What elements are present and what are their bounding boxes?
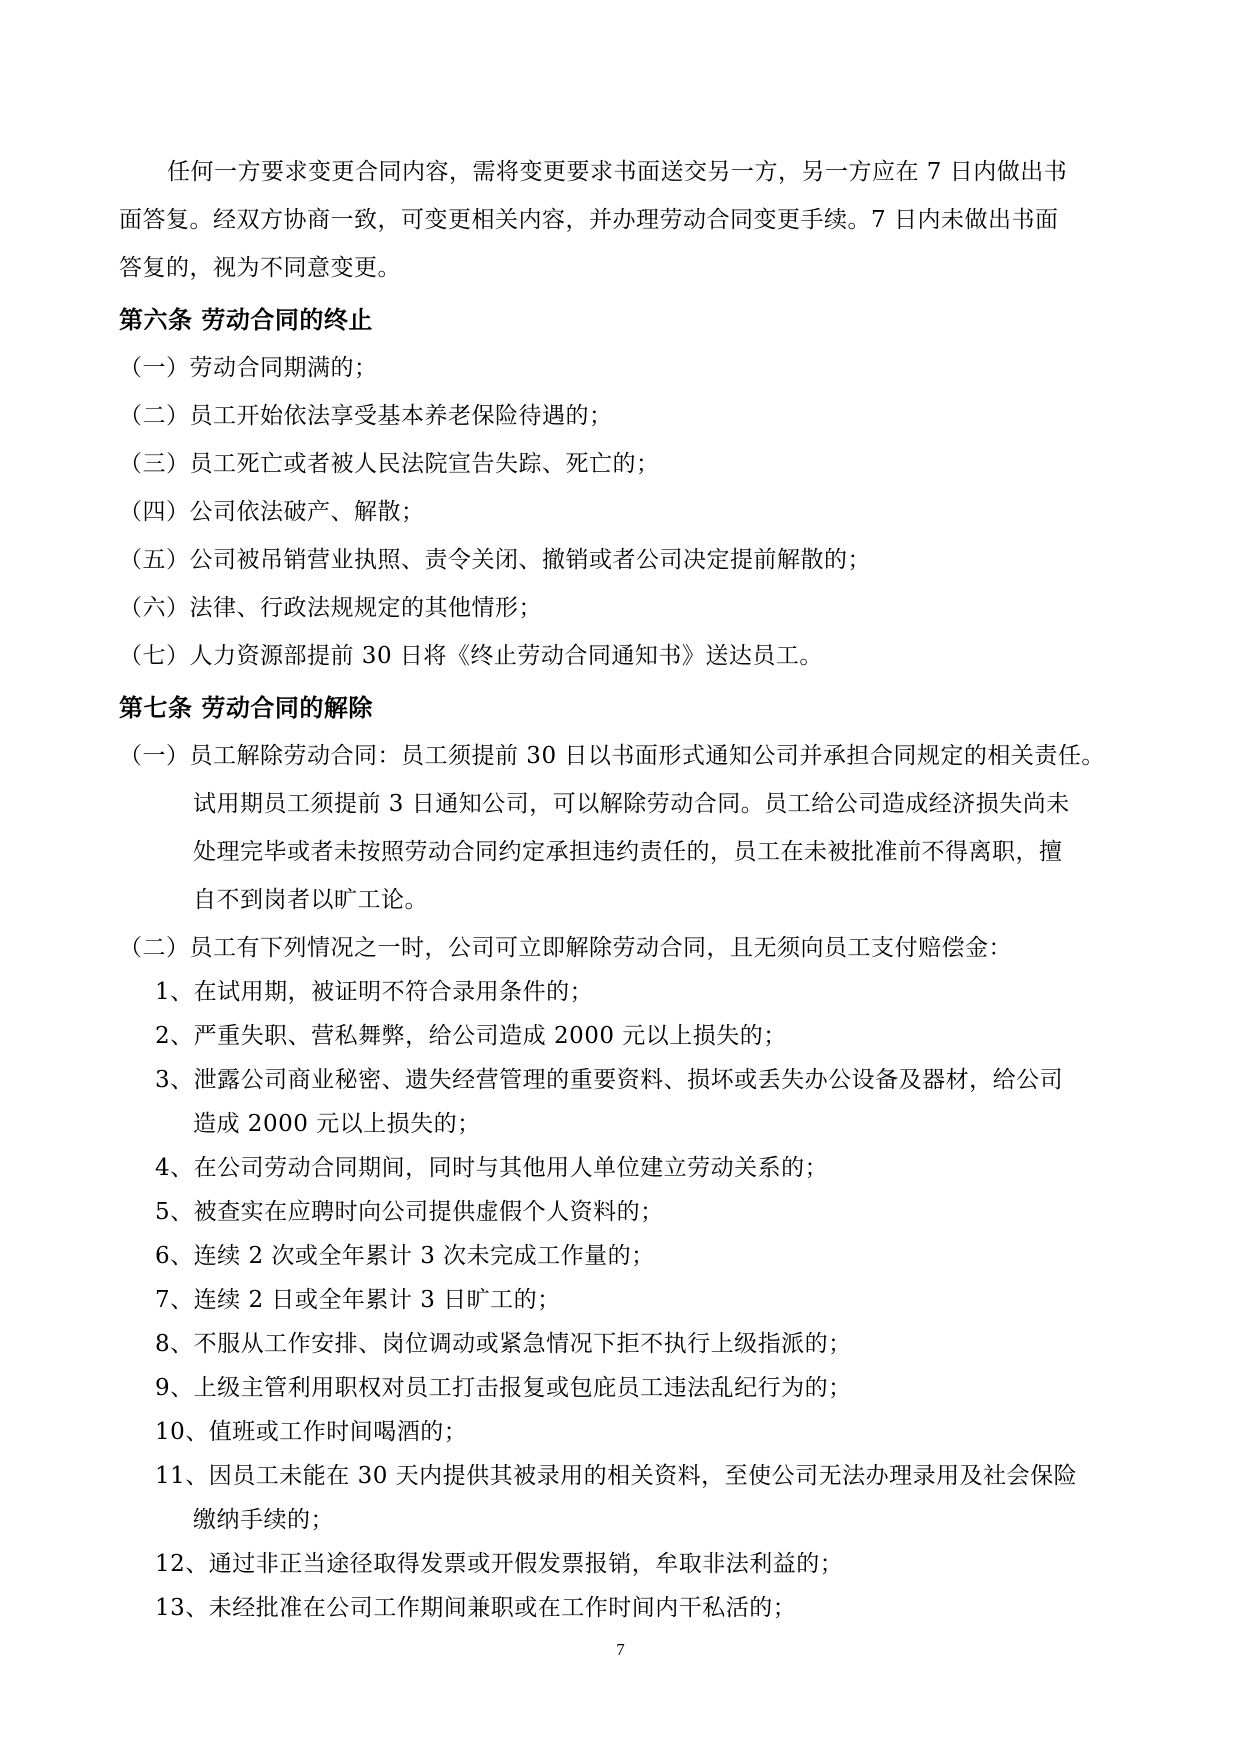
paragraph-line: 面答复。经双方协商一致，可变更相关内容，并办理劳动合同变更手续。7 日内未做出书面 xyxy=(119,207,1059,233)
list-item: （四）公司依法破产、解散； xyxy=(119,499,425,525)
numbered-item-continuation: 缴纳手续的； xyxy=(193,1507,334,1533)
numbered-item: 3、泄露公司商业秘密、遗失经营管理的重要资料、损坏或丢失办公设备及器材，给公司 xyxy=(155,1067,1064,1093)
list-item-continuation: 处理完毕或者未按照劳动合同约定承担违约责任的，员工在未被批准前不得离职，擅 xyxy=(193,839,1063,865)
numbered-item: 7、连续 2 日或全年累计 3 日旷工的； xyxy=(155,1287,561,1313)
list-item: （七）人力资源部提前 30 日将《终止劳动合同通知书》送达员工。 xyxy=(119,643,823,669)
numbered-item: 4、在公司劳动合同期间，同时与其他用人单位建立劳动关系的； xyxy=(155,1155,829,1181)
list-item-continuation: 自不到岗者以旷工论。 xyxy=(193,887,428,913)
list-item: （六）法律、行政法规规定的其他情形； xyxy=(119,595,542,621)
numbered-item: 8、不服从工作安排、岗位调动或紧急情况下拒不执行上级指派的； xyxy=(155,1331,852,1357)
page-number: 7 xyxy=(616,1640,625,1659)
list-item: （一）劳动合同期满的； xyxy=(119,355,378,381)
numbered-item: 10、值班或工作时间喝酒的； xyxy=(155,1419,468,1445)
numbered-item: 13、未经批准在公司工作期间兼职或在工作时间内干私活的； xyxy=(155,1595,797,1621)
article-6-heading: 第六条 劳动合同的终止 xyxy=(119,305,373,334)
list-item: （三）员工死亡或者被人民法院宣告失踪、死亡的； xyxy=(119,451,660,477)
list-item: （五）公司被吊销营业执照、责令关闭、撤销或者公司决定提前解散的； xyxy=(119,547,871,573)
article-7-heading: 第七条 劳动合同的解除 xyxy=(119,693,373,722)
numbered-item: 12、通过非正当途径取得发票或开假发票报销，牟取非法利益的； xyxy=(155,1551,844,1577)
list-item: （一）员工解除劳动合同：员工须提前 30 日以书面形式通知公司并承担合同规定的相关责任。 xyxy=(119,743,1105,769)
list-item-continuation: 试用期员工须提前 3 日通知公司，可以解除劳动合同。员工给公司造成经济损失尚未 xyxy=(193,791,1070,817)
list-item: （二）员工开始依法享受基本养老保险待遇的； xyxy=(119,403,613,429)
numbered-item: 11、因员工未能在 30 天内提供其被录用的相关资料，至使公司无法办理录用及社会保险 xyxy=(155,1463,1078,1489)
numbered-item: 2、严重失职、营私舞弊，给公司造成 2000 元以上损失的； xyxy=(155,1023,787,1049)
list-item: （二）员工有下列情况之一时，公司可立即解除劳动合同，且无须向员工支付赔偿金： xyxy=(119,935,1012,961)
numbered-item: 6、连续 2 次或全年累计 3 次未完成工作量的； xyxy=(155,1243,655,1269)
numbered-item-continuation: 造成 2000 元以上损失的； xyxy=(193,1111,481,1137)
numbered-item: 1、在试用期，被证明不符合录用条件的； xyxy=(155,979,594,1005)
numbered-item: 5、被查实在应聘时向公司提供虚假个人资料的； xyxy=(155,1199,664,1225)
paragraph-line: 答复的，视为不同意变更。 xyxy=(119,255,401,281)
paragraph-line: 任何一方要求变更合同内容，需将变更要求书面送交另一方，另一方应在 7 日内做出书 xyxy=(167,159,1068,185)
numbered-item: 9、上级主管利用职权对员工打击报复或包庇员工违法乱纪行为的； xyxy=(155,1375,852,1401)
